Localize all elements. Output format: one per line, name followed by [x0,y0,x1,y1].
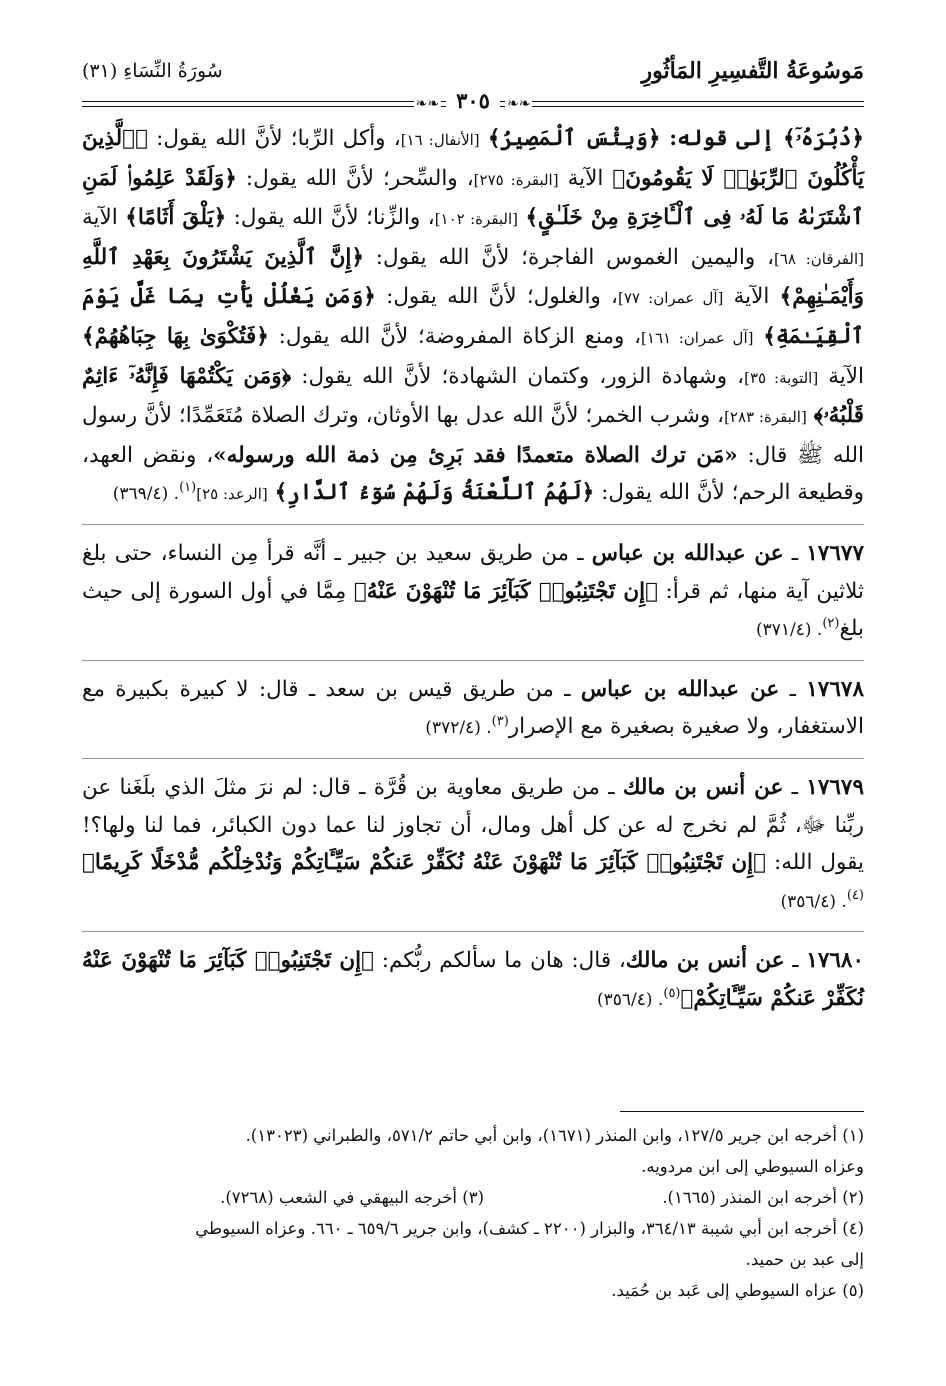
entry-number: ١٧٦٧٩ [806,774,865,800]
narrator-name: عن عبدالله بن عباس [591,540,784,566]
text-segment: ، قال: هان ما سألكم ربُّكم: [374,948,626,974]
quran-verse: ﴿إِنَّ ٱلَّذِينَ يَشْتَرُونَ بِعَهْدِ ٱللَّهِ وَأَيْمَـٰنِهِمْ﴾ [82,244,865,310]
main-text [82,120,864,1019]
verse-reference: [البقرة: ١٠٢] [434,210,519,229]
narrator-name: عن أنس بن مالك [622,774,784,800]
quran-verse: ﴿وَلَقَدْ عَلِمُوا۟ لَمَنِ ٱشْتَرَىٰهُ مَا لَهُۥ فِى ٱلْـَٔاخِرَةِ مِنْ خَلَـٰقٍ﴾ [82,165,864,231]
verse-reference: [الرعد: ٢٥] [196,485,268,504]
quran-verse: ﴿دُبُرَهُۥٓ﴾ إلى قوله: ﴿وَبِئْسَ ٱلْمَصِيرُ﴾ [487,126,864,151]
book-title: مَوسُوعَةُ التَّفسِيرِ المَأثُورِ [641,58,864,84]
entry-separator [82,524,864,525]
narrator-name: عن أنس بن مالك [625,948,785,974]
volume-reference: . (٣٥٦/٤) [780,891,847,912]
surah-label: سُورَةُ النِّسَاءِ (٣١) [82,60,223,82]
quran-verse: ﴿وَمَن يَغْلُلْ يَأْتِ بِمَا غَلَّ يَوْمَ ٱلْقِيَـٰمَةِ﴾ [82,284,864,349]
footnote-marker: (٤) [846,887,864,903]
footnotes [82,1120,864,1306]
entry-number: ١٧٦٧٨ [806,676,864,702]
verse-reference: [الأنفال: ١٦] [400,131,480,149]
text-segment: ، وشهادة الزور، وكتمان الشهادة؛ لأنَّ الله يقول: [291,363,745,389]
entry-separator [82,931,864,932]
verse-reference: [التوبة: ٣٥] [744,368,819,387]
footnote-marker: (٥) [663,985,681,1001]
quran-verse: ﴿وَمَن يَكْتُمْهَا فَإِنَّهُۥٓ ءَاثِمٌ قَلْبُهُۥ﴾ [82,363,865,429]
hadith-quote: «مَن ترك الصلاة متعمدًا فقد بَرِئ مِن ذمة الله ورسوله» [213,442,738,468]
verse-reference: [الفرقان: ٦٨] [774,249,864,268]
footnote-rule [620,1111,864,1112]
entry-paragraph: ١٧٦٧٩ ـ عن أنس بن مالك ـ من طريق معاوية بن قُرَّة ـ قال: لم نرَ مثلَ الذي بلَغَنا عن ربِّنا ﷻ، ثُمَّ لم نخرج له عن كل أهل ومال، أن تجاوز لنا عما دون الكبائر، فما لنا ولها؟! يقول الله: ﴿إِن تَجْتَنِبُوا۟ كَبَآئِرَ مَا تُنْهَوْنَ عَنْهُ نُكَفِّرْ عَنكُمْ سَيِّـَٔاتِكُمْ وَنُدْخِلْكُم مُّدْخَلًا كَرِيمًا﴾$^{(٤)}$. (٣٥٦/٤) [82,774,865,912]
page-number: ٣٠٥ [446,88,500,113]
entry-separator [82,660,864,661]
verse-reference: [البقرة: ٢٧٥] [473,170,559,189]
text-segment: ، والسِّحر؛ لأنَّ الله يقول: [236,165,474,191]
footnote: وعزاه السيوطي إلى ابن مردويه. [641,1157,864,1176]
verse-reference: [آل عمران: ١٦١] [641,328,754,347]
volume-reference: . (٣٦٩/٤) [112,484,180,505]
text-segment: الآية [558,165,613,191]
narrator-name: عن عبدالله بن عباس [580,676,780,702]
text-segment: ، والغلول؛ لأنَّ الله يقول: [375,284,618,310]
entry-paragraph: ١٧٦٧٧ ـ عن عبدالله بن عباس ـ من طريق سعيد بن جبير ـ أنَّه قرأ مِن النساء، حتى بلغ ثلاثين آية منها، ثم قرأ: ﴿إِن تَجْتَنِبُوا۟ كَبَآئِرَ مَا تُنْهَوْنَ عَنْهُ﴾ مِمَّا في أول السورة إلى حيث بلغ$^{(٢)}$. (٣٧١/٤) [82,540,864,642]
text-segment: ـ من طريق قيس بن سعد ـ قال: لا كبيرة بكبيرة مع الاستغفار، ولا صغيرة بصغيرة مع الإصرار [82,676,864,740]
footnote: (٢) أخرجه ابن المنذر (١٦٦٥). [662,1188,864,1207]
quran-verse: ﴿فَتُكْوَىٰ بِهَا جِبَاهُهُمْ﴾ [82,323,269,349]
footnote-marker: (٣) [491,714,509,730]
footnote-row [82,1182,864,1213]
volume-reference: . (٣٥٦/٤) [597,989,664,1010]
volume-reference: . (٣٧٢/٤) [425,718,492,739]
entry-number: ١٧٦٧٧ [806,540,864,566]
text-segment: ـ من طريق معاوية بن قُرَّة ـ قال: لم نرَ مثلَ الذي بلَغَنا عن ربِّنا ﷻ، ثُمَّ لم نخرج له عن كل أهل ومال، أن تجاوز لنا عما دون الكبائر، فما لنا ولها؟! يقول الله: [82,774,864,876]
footnote-marker: (١) [179,480,197,496]
text-segment: ـ من طريق سعيد بن جبير ـ أنَّه قرأ مِن النساء، حتى بلغ ثلاثين آية منها، ثم قرأ: [82,540,864,604]
quran-verse: ﴿إِن تَجْتَنِبُوا۟ كَبَآئِرَ مَا تُنْهَوْنَ عَنْهُ نُكَفِّرْ عَنكُمْ سَيِّـَٔاتِكُمْ وَنُدْخِلْكُم مُّدْخَلًا كَرِيمًا﴾ [82,850,767,876]
text-segment: ، والزِّنا؛ لأنَّ الله يقول: [226,205,435,231]
quran-verse: ﴿ٱلَّذِينَ يَأْكُلُونَ ٱلرِّبَوٰا۟ لَا يَقُومُونَ﴾ [82,126,865,191]
footnote: (٥) عزاه السيوطي إلى عَبد بن حُمَيد. [611,1281,864,1300]
quran-verse: ﴿لَهُمُ ٱللَّعْنَةُ وَلَهُمْ سُوٓءُ ٱلدَّارِ﴾ [274,480,595,506]
text-segment: الآية [818,363,864,389]
text-segment: ، واليمين الغموس الفاجرة؛ لأنَّ الله يقول: [363,244,775,270]
quran-verse: ﴿إِن تَجْتَنِبُوا۟ كَبَآئِرَ مَا تُنْهَوْنَ عَنْهُ﴾ [353,578,658,604]
intro-paragraph [82,120,864,514]
text-segment: ، ونقض العهد، وقطيعة الرحم؛ لأنَّ الله يقول: [82,442,864,506]
footnote: (٣) أخرجه البيهقي في الشعب (٧٢٦٨). [220,1188,484,1207]
footnote: (٤) أخرجه ابن أبي شيبة ٣٦٤/١٣، والبزار (٢٢٠٠ ـ كشف)، وابن جرير ٦٥٩/٦ ـ ٦٦٠. وعزاه السيوطي [195,1219,864,1238]
text-segment: الآية [723,284,780,310]
text-segment: ، ومنع الزكاة المفروضة؛ لأنَّ الله يقول: [268,323,642,349]
text-segment: مِمَّا في أول السورة إلى حيث بلغ [82,578,864,642]
footnote: إلى عبد بن حميد. [745,1250,864,1269]
text-segment: ، وأكل الرِّبا؛ لأنَّ الله يقول: [148,126,401,151]
entry-paragraph: ١٧٦٨٠ ـ عن أنس بن مالك، قال: هان ما سألكم ربُّكم: ﴿إِن تَجْتَنِبُوا۟ كَبَآئِرَ مَا تُنْهَوْنَ عَنْهُ نُكَفِّرْ عَنكُمْ سَيِّـَٔاتِكُمْ﴾$^{(٥)}$. (٣٥٦/٤) [82,948,865,1011]
verse-reference: [آل عمران: ٧٧] [618,289,724,308]
entry-number: ١٧٦٨٠ [806,948,865,974]
quran-verse: ﴿يَلْقَ أَثَامًا﴾ [125,205,227,231]
footnote: (١) أخرجه ابن جرير ١٢٧/٥، وابن المنذر (١٦٧١)، وابن أبي حاتم ٥٧١/٢، والطبراني (١٣٠٢٣). [245,1126,864,1145]
entry-separator [82,758,864,759]
volume-reference: . (٣٧١/٤) [755,620,823,641]
footnote-marker: (٢) [822,615,840,631]
running-header [82,58,864,113]
ornament-icon: ❧❧ [507,96,531,112]
quran-verse: ﴿إِن تَجْتَنِبُوا۟ كَبَآئِرَ مَا تُنْهَوْنَ عَنْهُ نُكَفِّرْ عَنكُمْ سَيِّـَٔاتِكُمْ﴾ [82,948,864,1011]
entry-paragraph: ١٧٦٧٨ ـ عن عبدالله بن عباس ـ من طريق قيس بن سعد ـ قال: لا كبيرة بكبيرة مع الاستغفار، ولا صغيرة بصغيرة مع الإصرار$^{(٣)}$. (٣٧٢/٤) [82,676,864,740]
text-segment: ، وشرب الخمر؛ لأنَّ الله عدل بها الأوثان، وترك الصلاة مُتَعَمِّدًا؛ لأنَّ رسول الله ﷺ قال: [82,403,864,468]
verse-reference: [البقرة: ٢٨٣] [724,408,807,427]
text-segment: الآية [82,205,126,231]
ornament-icon: ❧❧ [415,96,439,112]
